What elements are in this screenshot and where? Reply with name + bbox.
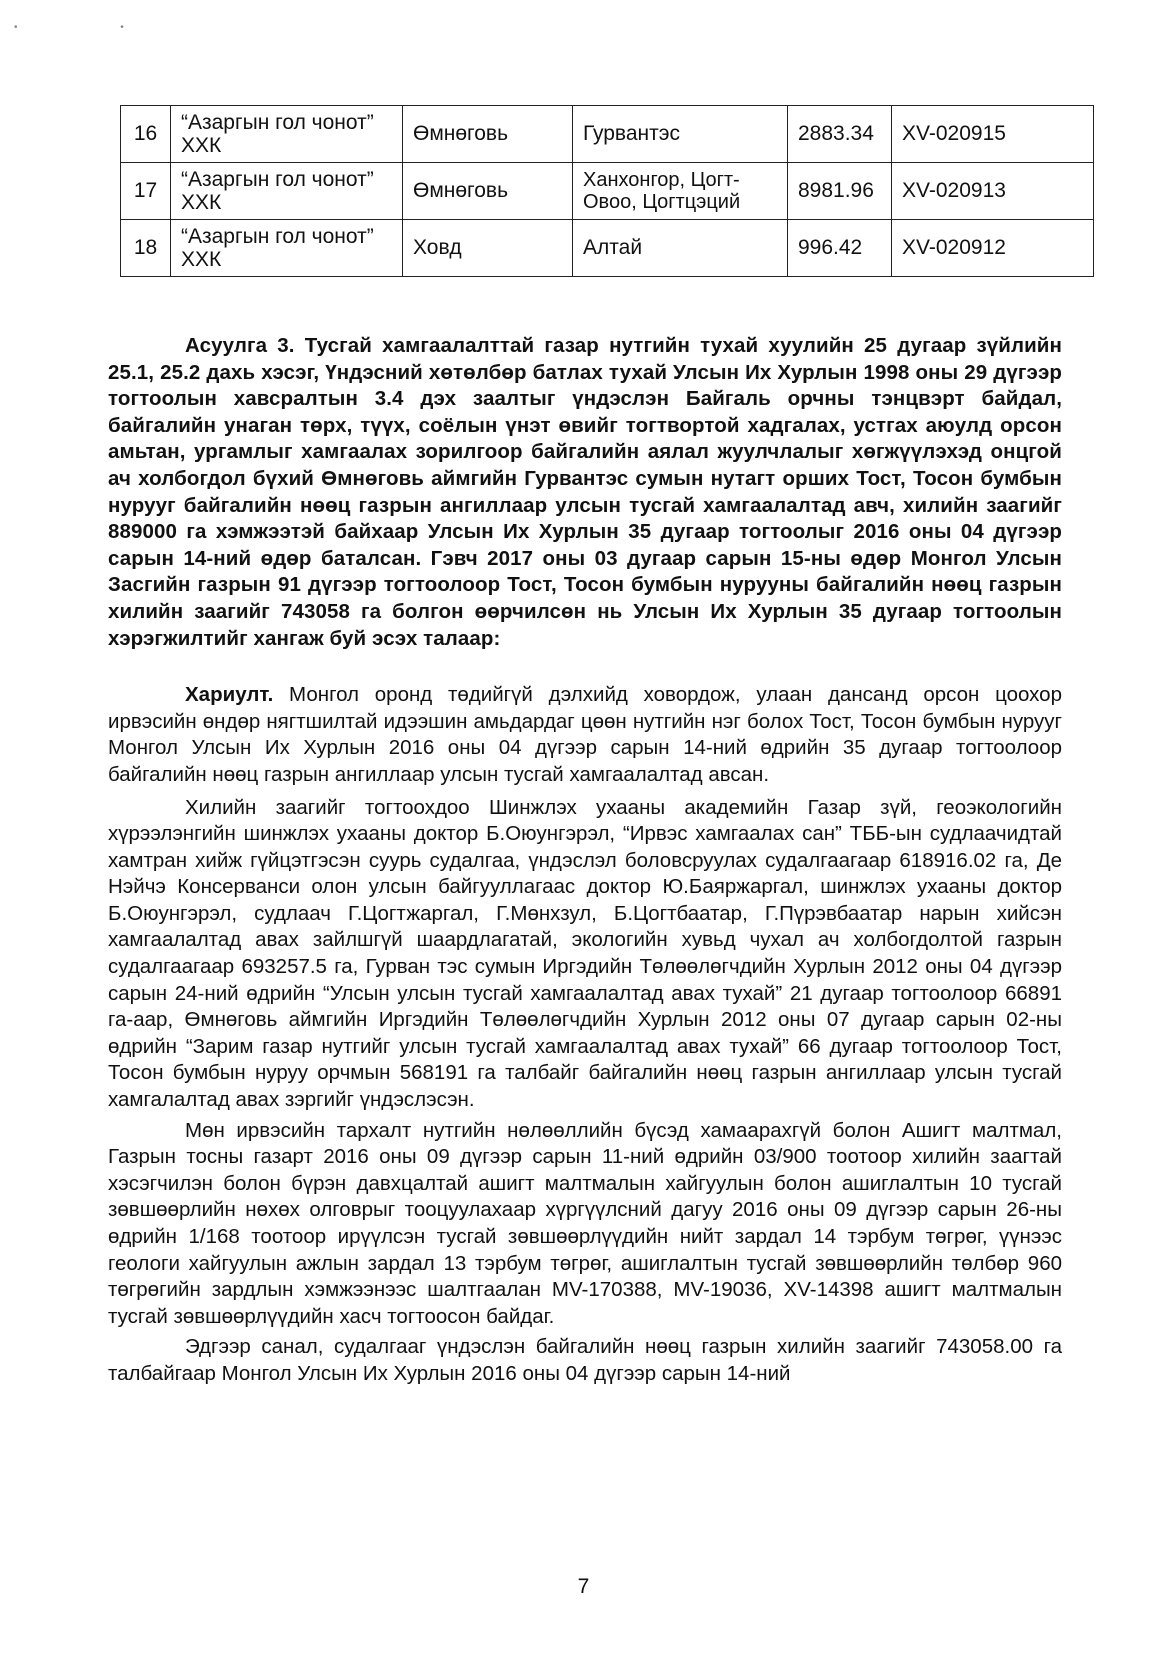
company-name: “Азаргын гол чонот” ХХК xyxy=(171,106,403,163)
table-row xyxy=(121,163,1094,220)
area: 2883.34 xyxy=(788,106,892,163)
row-number: 16 xyxy=(121,106,171,163)
district: Гурвантэс xyxy=(573,106,788,163)
province: Өмнөговь xyxy=(403,163,573,220)
row-number: 17 xyxy=(121,163,171,220)
scan-specks: • • xyxy=(14,22,174,33)
body-paragraph: Мөн ирвэсийн тархалт нутгийн нөлөөллийн бүсэд хамаарахгүй болон Ашигт малтмал, Газрын тосны газарт 2016 оны 09 дүгээр сарын 11-ний өдрийн 03/900 тоотоор хилийн заагтай хэсэгчилэн болон бүрэн давхцалтай ашигт малтмалын хайгуулын болон ашиглалтын 10 тусгай зөвшөөрлийн нөхөх олговрыг тооцуулахаар хүргүүлсний дагуу 2016 оны 09 дүгээр сарын 26-ны өдрийн 1/168 тоотоор ирүүлсэн тусгай зөвшөөрлүүдийн нийт зардал 14 тэрбум төгрөг, үүнээс геологи хайгуулын ажлын зардал 13 тэрбум төгрөг, ашиглалтын тусгай зөвшөөрлийн төлбөр 960 төгрөгийн зардлын хэмжээнээс шалтгаалан MV-170388, MV-19036, XV-14398 ашигт малтмалын тусгай зөвшөөрлүүдийн хасч тогтоосон байдаг. xyxy=(108,1118,1062,1328)
answer-label: Хариулт. xyxy=(185,683,274,707)
license-number: XV-020913 xyxy=(892,163,1094,220)
body-text xyxy=(108,333,1062,1388)
company-name: “Азаргын гол чонот” ХХК xyxy=(171,220,403,277)
license-number: XV-020915 xyxy=(892,106,1094,163)
district: Ханхонгор, Цогт-Овоо, Цогтцэций xyxy=(573,163,788,220)
body-paragraph: Хилийн заагийг тогтоохдоо Шинжлэх ухааны академийн Газар зүй, геоэкологийн хүрээлэнгийн шинжлэх ухааны доктор Б.Оюунгэрэл, “Ирвэс хамгаалах сан” ТББ-ын судлаачидтай хамтран хийж гүйцэтгэсэн суурь судалгаа, үндэслэл боловсруулах судалгаагаар 618916.02 га, Де Нэйчэ Консерванси олон улсын байгууллагаас доктор Ю.Баяржаргал, шинжлэх ухааны доктор Б.Оюунгэрэл, судлаач Г.Цогтжаргал, Г.Мөнхзул, Б.Цогтбаатар, Г.Пүрэвбаатар нарын хийсэн хамгаалалтад авах зайлшгүй шаардлагатай, экологийн хувьд чухал ач холбогдолтой газрын судалгаагаар 693257.5 га, Гурван тэс сумын Иргэдийн Төлөөлөгчдийн Хурлын 2012 оны 04 дүгээр сарын 24-ний өдрийн “Улсын улсын тусгай хамгаалалтад авах тухай” 21 дугаар тогтоолоор 66891 га-аар, Өмнөговь аймгийн Иргэдийн Төлөөлөгчдийн Хурлын 2012 оны 07 дугаар сарын 02-ны өдрийн “Зарим газар нутгийг улсын тусгай хамгаалалтад авах тухай” 66 дугаар тогтоолоор Тост, Тосон бумбын нуруу орчмын 568191 га талбайг байгалийн нөөц газрын ангиллаар улсын тусгай хамгалалтад авах зэргийг үндэслэсэн. xyxy=(108,795,1062,1112)
area: 8981.96 xyxy=(788,163,892,220)
row-number: 18 xyxy=(121,220,171,277)
question-paragraph: Асуулга 3. Тусгай хамгаалалттай газар нутгийн тухай хуулийн 25 дугаар зүйлийн 25.1, 25.2 дахь хэсэг, Үндэсний хөтөлбөр батлах тухай Улсын Их Хурлын 1998 оны 29 дүгээр тогтоолын хавсралтын 3.4 дэх заалтыг үндэслэн Байгаль орчны тэнцвэрт байдал, байгалийн унаган төрх, түүх, соёлын үнэт өвийг тогтвортой хадгалах, устгах аюулд орсон амьтан, ургамлыг хамгаалах зорилгоор байгалийн аялал жуулчлалыг хөгжүүлэхэд онцгой ач холбогдол бүхий Өмнөговь аймгийн Гурвантэс сумын нутагт орших Тост, Тосон бумбын нурууг байгалийн нөөц газрын ангиллаар улсын тусгай хамгаалалтад авч, хилийн заагийг 889000 га хэмжээтэй байхаар Улсын Их Хурлын 35 дугаар тогтоолыг 2016 оны 04 дүгээр сарын 14-ний өдөр баталсан. Гэвч 2017 оны 03 дугаар сарын 15-ны өдөр Монгол Улсын Засгийн газрын 91 дүгээр тогтоолоор Тост, Тосон бумбын нурууны байгалийн нөөц газрын хилийн заагийг 743058 га болгон өөрчилсөн нь Улсын Их Хурлын 35 дугаар тогтоолын хэрэгжилтийг хангаж буй эсэх талаар: xyxy=(108,334,1062,650)
page-number: 7 xyxy=(577,1575,590,1598)
answer-text: Монгол оронд төдийгүй дэлхийд ховордож, улаан дансанд орсон цоохор ирвэсийн өндөр нягтшилтай идээшин амьдардаг цөөн нутгийн нэг болох Тост, Тосон бумбын нурууг Монгол Улсын Их Хурлын 2016 оны 04 дүгээр сарын 14-ний өдрийн 35 дугаар тогтоолоор байгалийн нөөц газрын ангиллаар улсын тусгай хамгаалалтад авсан. xyxy=(108,683,1062,786)
table-row xyxy=(121,106,1094,163)
license-number: XV-020912 xyxy=(892,220,1094,277)
district: Алтай xyxy=(573,220,788,277)
area: 996.42 xyxy=(788,220,892,277)
province: Өмнөговь xyxy=(403,106,573,163)
table-row xyxy=(121,220,1094,277)
province: Ховд xyxy=(403,220,573,277)
body-paragraph: Эдгээр санал, судалгааг үндэслэн байгалийн нөөц газрын хилийн заагийг 743058.00 га талбайгаар Монгол Улсын Их Хурлын 2016 оны 04 дүгээр сарын 14-ний xyxy=(108,1335,1062,1385)
license-table xyxy=(120,105,1094,277)
company-name: “Азаргын гол чонот” ХХК xyxy=(171,163,403,220)
answer-paragraph xyxy=(108,682,1062,788)
